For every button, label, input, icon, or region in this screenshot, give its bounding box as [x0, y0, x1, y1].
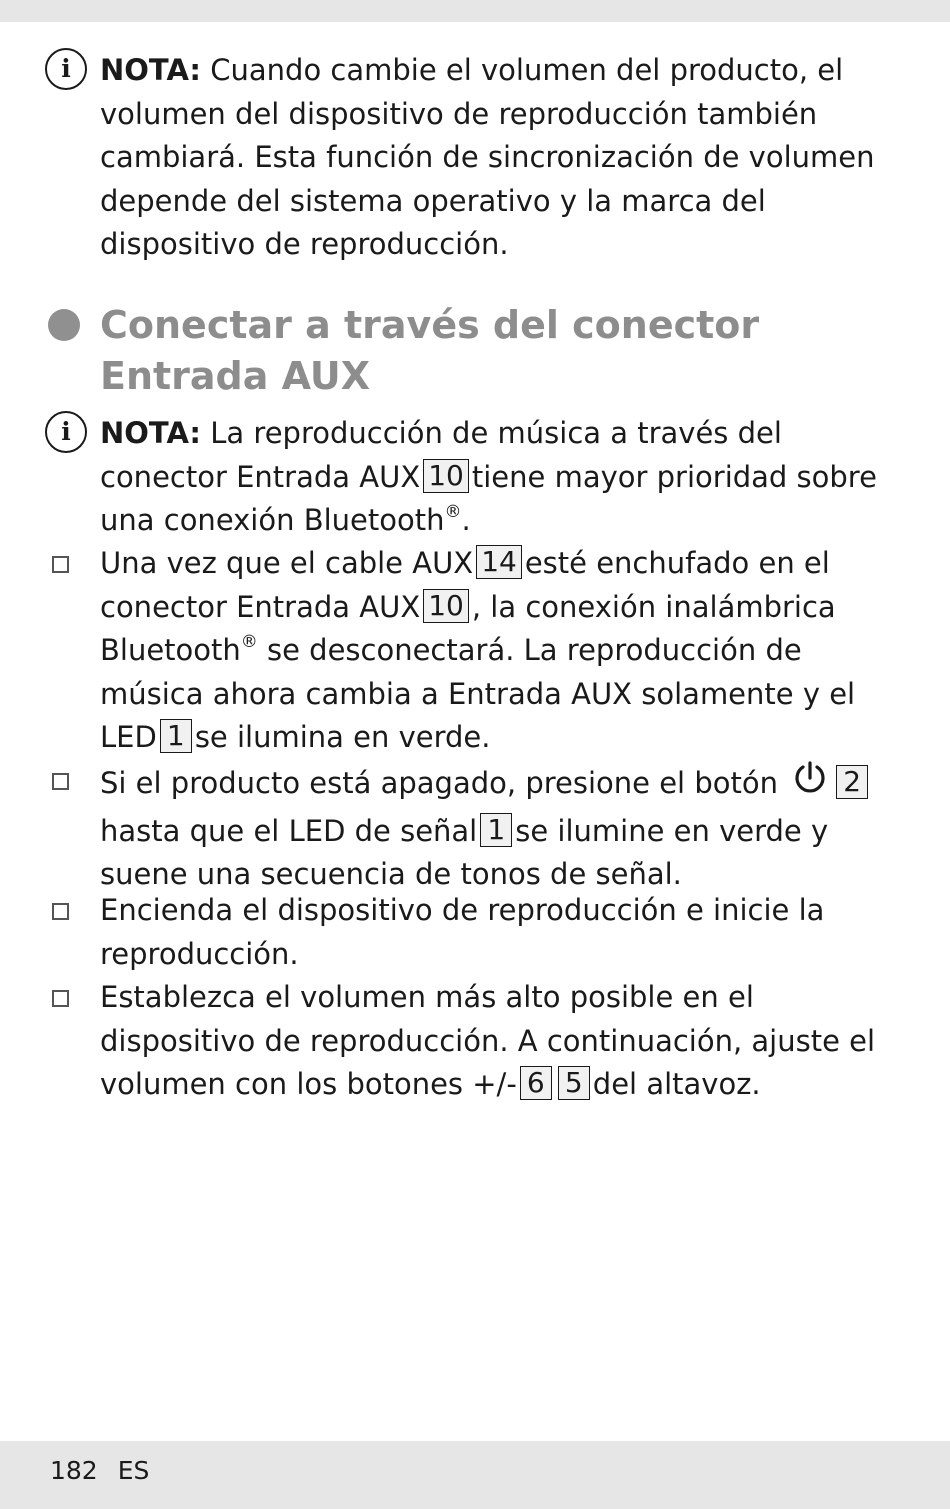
note-text: . — [461, 503, 471, 537]
power-icon — [791, 759, 829, 810]
part-ref: 5 — [558, 1066, 590, 1100]
note-label: NOTA: — [100, 53, 202, 87]
step-text: se ilumina en verde. — [194, 720, 491, 754]
note-text: Cuando cambie el volumen del producto, el volumen del dispositivo de reproducción también cambiará. Esta función de sincronización de volumen depende del sistema operativo y la marca del dispositivo de reproducción. — [100, 53, 875, 261]
top-band — [0, 0, 950, 22]
info-icon: i — [45, 411, 87, 453]
step-text: se desconectará. La reproducción de música ahora cambia a Entrada AUX solamente y el LED — [100, 633, 856, 754]
circle-bullet-icon — [48, 309, 80, 341]
note-text: tiene mayor prioridad sobre una conexión Bluetooth — [100, 459, 877, 537]
note-label: NOTA: — [100, 416, 202, 450]
step-text: , la conexión inalámbrica Bluetooth — [100, 589, 836, 667]
checkbox-icon — [52, 556, 69, 573]
part-ref: 2 — [836, 765, 868, 799]
step-text: Encienda el dispositivo de reproducción e inicie la reproducción. — [100, 893, 825, 971]
info-icon: i — [45, 48, 87, 90]
part-ref: 10 — [423, 459, 469, 493]
checkbox-icon — [52, 903, 69, 920]
note-block — [100, 412, 900, 543]
registered-mark: ® — [240, 632, 258, 652]
page-number: 182 — [50, 1456, 98, 1485]
step-item — [100, 759, 900, 897]
checkbox-icon — [52, 773, 69, 790]
step-text: Establezca el volumen más alto posible en el dispositivo de reproducción. A continuación, ajuste el volumen con los botones +/- — [100, 980, 876, 1101]
step-text: hasta que el LED de señal — [100, 813, 478, 848]
registered-mark: ® — [444, 502, 462, 522]
step-text: se ilumine en verde y suene una secuencia de tonos de señal. — [100, 813, 829, 891]
step-text: Una vez que el cable AUX — [100, 546, 474, 580]
language-code: ES — [117, 1456, 150, 1485]
step-text: Si el producto está apagado, presione el botón — [100, 766, 778, 800]
note-text: La reproducción de música a través del conector Entrada AUX — [100, 416, 782, 494]
checkbox-icon — [52, 990, 69, 1007]
part-ref: 14 — [476, 545, 522, 579]
step-text: del altavoz. — [592, 1067, 761, 1101]
part-ref: 10 — [423, 589, 469, 623]
section-heading — [100, 300, 900, 402]
heading-line-2: Entrada AUX — [100, 354, 371, 398]
step-item — [100, 976, 900, 1107]
note-block — [100, 49, 900, 267]
part-ref: 1 — [160, 719, 192, 753]
heading-line-1: Conectar a través del conector — [100, 303, 760, 347]
step-item — [100, 889, 900, 976]
step-text: esté enchufado en el conector Entrada AUX — [100, 546, 830, 624]
step-item — [100, 542, 900, 760]
footer — [50, 1456, 149, 1485]
part-ref: 1 — [480, 813, 512, 847]
part-ref: 6 — [520, 1066, 552, 1100]
